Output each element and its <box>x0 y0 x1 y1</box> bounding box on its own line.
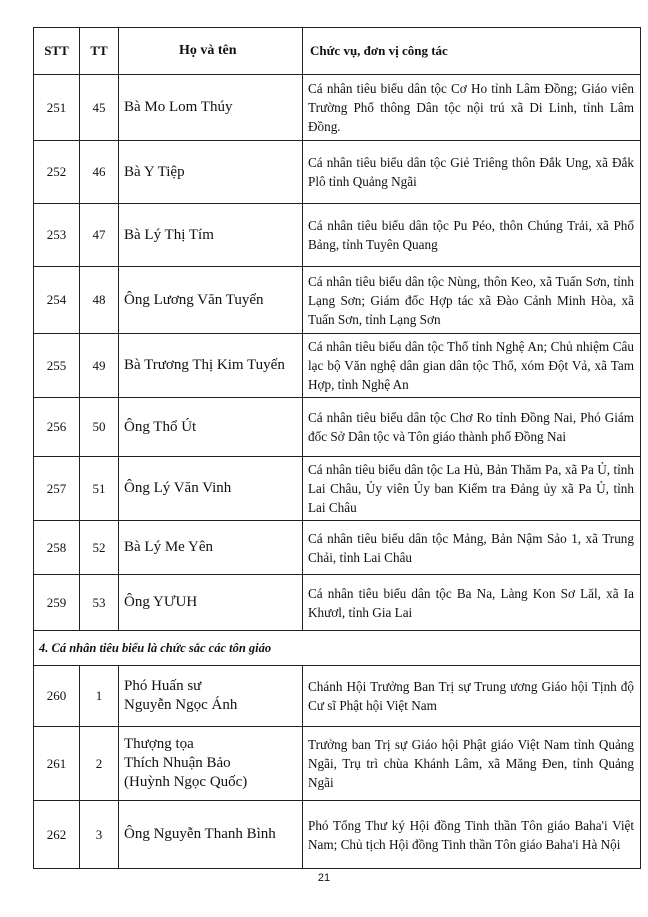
section-title: 4. Cá nhân tiêu biểu là chức sắc các tôn giáo <box>34 631 641 666</box>
cell-position: Trưởng ban Trị sự Giáo hội Phật giáo Việt Nam tỉnh Quảng Ngãi, Trụ trì chùa Khánh Lâm, xã Măng Đen, tỉnh Quảng Ngãi <box>303 727 641 801</box>
cell-tt: 48 <box>80 267 119 334</box>
cell-stt: 255 <box>34 334 80 398</box>
table-header-row <box>34 28 641 75</box>
cell-tt: 46 <box>80 141 119 204</box>
table-row <box>34 457 641 521</box>
page-number: 21 <box>317 872 331 884</box>
cell-position: Cá nhân tiêu biểu dân tộc Cơ Ho tỉnh Lâm Đồng; Giáo viên Trường Phổ thông Dân tộc nội trú xã Di Linh, tỉnh Lâm Đồng. <box>303 75 641 141</box>
cell-tt: 53 <box>80 575 119 631</box>
cell-name: Bà Trương Thị Kim Tuyến <box>119 334 303 398</box>
name-line: Ông Nguyễn Thanh Bình <box>124 826 276 842</box>
cell-name: Bà Y Tiệp <box>119 141 303 204</box>
header-tt: TT <box>80 28 119 75</box>
table-row <box>34 334 641 398</box>
cell-tt: 52 <box>80 521 119 575</box>
name-line: Thích Nhuận Bảo <box>124 755 231 771</box>
cell-name: Ông Lương Văn Tuyển <box>119 267 303 334</box>
table-row <box>34 521 641 575</box>
cell-tt: 45 <box>80 75 119 141</box>
cell-position: Cá nhân tiêu biểu dân tộc Nùng, thôn Keo, xã Tuấn Sơn, tỉnh Lạng Sơn; Giám đốc Hợp tác xã Đào Cảnh Minh Hòa, xã Tuấn Sơn, tỉnh Lạng Sơn <box>303 267 641 334</box>
cell-stt: 261 <box>34 727 80 801</box>
table-body <box>34 75 641 869</box>
table-row <box>34 75 641 141</box>
cell-position: Cá nhân tiêu biểu dân tộc Pu Péo, thôn Chúng Trải, xã Phố Bảng, tỉnh Tuyên Quang <box>303 204 641 267</box>
cell-stt: 256 <box>34 398 80 457</box>
name-line: Thượng tọa <box>124 736 194 752</box>
cell-position: Cá nhân tiêu biểu dân tộc Giẻ Triêng thôn Đắk Ung, xã Đắk Plô tỉnh Quảng Ngãi <box>303 141 641 204</box>
name-line: (Huỳnh Ngọc Quốc) <box>124 774 248 790</box>
table-row <box>34 801 641 869</box>
cell-position: Cá nhân tiêu biểu dân tộc Ba Na, Làng Kon Sơ Lăl, xã Ia Khươl, tỉnh Gia Lai <box>303 575 641 631</box>
cell-name <box>119 666 303 727</box>
cell-stt: 254 <box>34 267 80 334</box>
cell-name: Ông Thổ Út <box>119 398 303 457</box>
cell-stt: 260 <box>34 666 80 727</box>
cell-tt: 2 <box>80 727 119 801</box>
name-line: Nguyễn Ngọc Ánh <box>124 697 238 713</box>
cell-position: Cá nhân tiêu biểu dân tộc Thổ tỉnh Nghệ An; Chủ nhiệm Câu lạc bộ Văn nghệ dân gian dân tộc Thổ, xóm Đột Vả, xã Tam Hợp, tỉnh Nghệ An <box>303 334 641 398</box>
cell-stt: 253 <box>34 204 80 267</box>
cell-name: Ông Lý Văn Vinh <box>119 457 303 521</box>
header-stt: STT <box>34 28 80 75</box>
table-row <box>34 666 641 727</box>
name-line: Phó Huấn sư <box>124 678 202 694</box>
table-row <box>34 398 641 457</box>
cell-stt: 252 <box>34 141 80 204</box>
table-row <box>34 575 641 631</box>
cell-tt: 50 <box>80 398 119 457</box>
cell-stt: 262 <box>34 801 80 869</box>
cell-name: Ông YƯUH <box>119 575 303 631</box>
cell-stt: 257 <box>34 457 80 521</box>
cell-stt: 259 <box>34 575 80 631</box>
cell-name: Bà Mo Lom Thúy <box>119 75 303 141</box>
cell-stt: 251 <box>34 75 80 141</box>
cell-position: Cá nhân tiêu biểu dân tộc La Hủ, Bản Thăm Pa, xã Pa Ủ, tỉnh Lai Châu, Ủy viên Ủy ban Kiểm tra Đảng ủy xã Pa Ủ, tỉnh Lai Châu <box>303 457 641 521</box>
cell-name: Bà Lý Me Yên <box>119 521 303 575</box>
cell-tt: 51 <box>80 457 119 521</box>
cell-position: Chánh Hội Trưởng Ban Trị sự Trung ương Giáo hội Tịnh độ Cư sĩ Phật hội Việt Nam <box>303 666 641 727</box>
cell-tt: 1 <box>80 666 119 727</box>
cell-position: Cá nhân tiêu biểu dân tộc Chơ Ro tỉnh Đồng Nai, Phó Giám đốc Sở Dân tộc và Tôn giáo thành phố Đồng Nai <box>303 398 641 457</box>
cell-name <box>119 801 303 869</box>
cell-tt: 3 <box>80 801 119 869</box>
header-name: Họ và tên <box>119 28 303 75</box>
cell-stt: 258 <box>34 521 80 575</box>
cell-position: Cá nhân tiêu biểu dân tộc Mảng, Bản Nậm Sảo 1, xã Trung Chải, tỉnh Lai Châu <box>303 521 641 575</box>
table-row <box>34 267 641 334</box>
header-position: Chức vụ, đơn vị công tác <box>303 28 641 75</box>
cell-name <box>119 727 303 801</box>
cell-position: Phó Tổng Thư ký Hội đồng Tinh thần Tôn giáo Baha'i Việt Nam; Chủ tịch Hội đồng Tinh thần Tôn giáo Baha'i Hà Nội <box>303 801 641 869</box>
honoree-table <box>33 27 641 869</box>
table-row <box>34 727 641 801</box>
table-row <box>34 204 641 267</box>
section-row <box>34 631 641 666</box>
cell-tt: 49 <box>80 334 119 398</box>
cell-name: Bà Lý Thị Tím <box>119 204 303 267</box>
table-row <box>34 141 641 204</box>
cell-tt: 47 <box>80 204 119 267</box>
